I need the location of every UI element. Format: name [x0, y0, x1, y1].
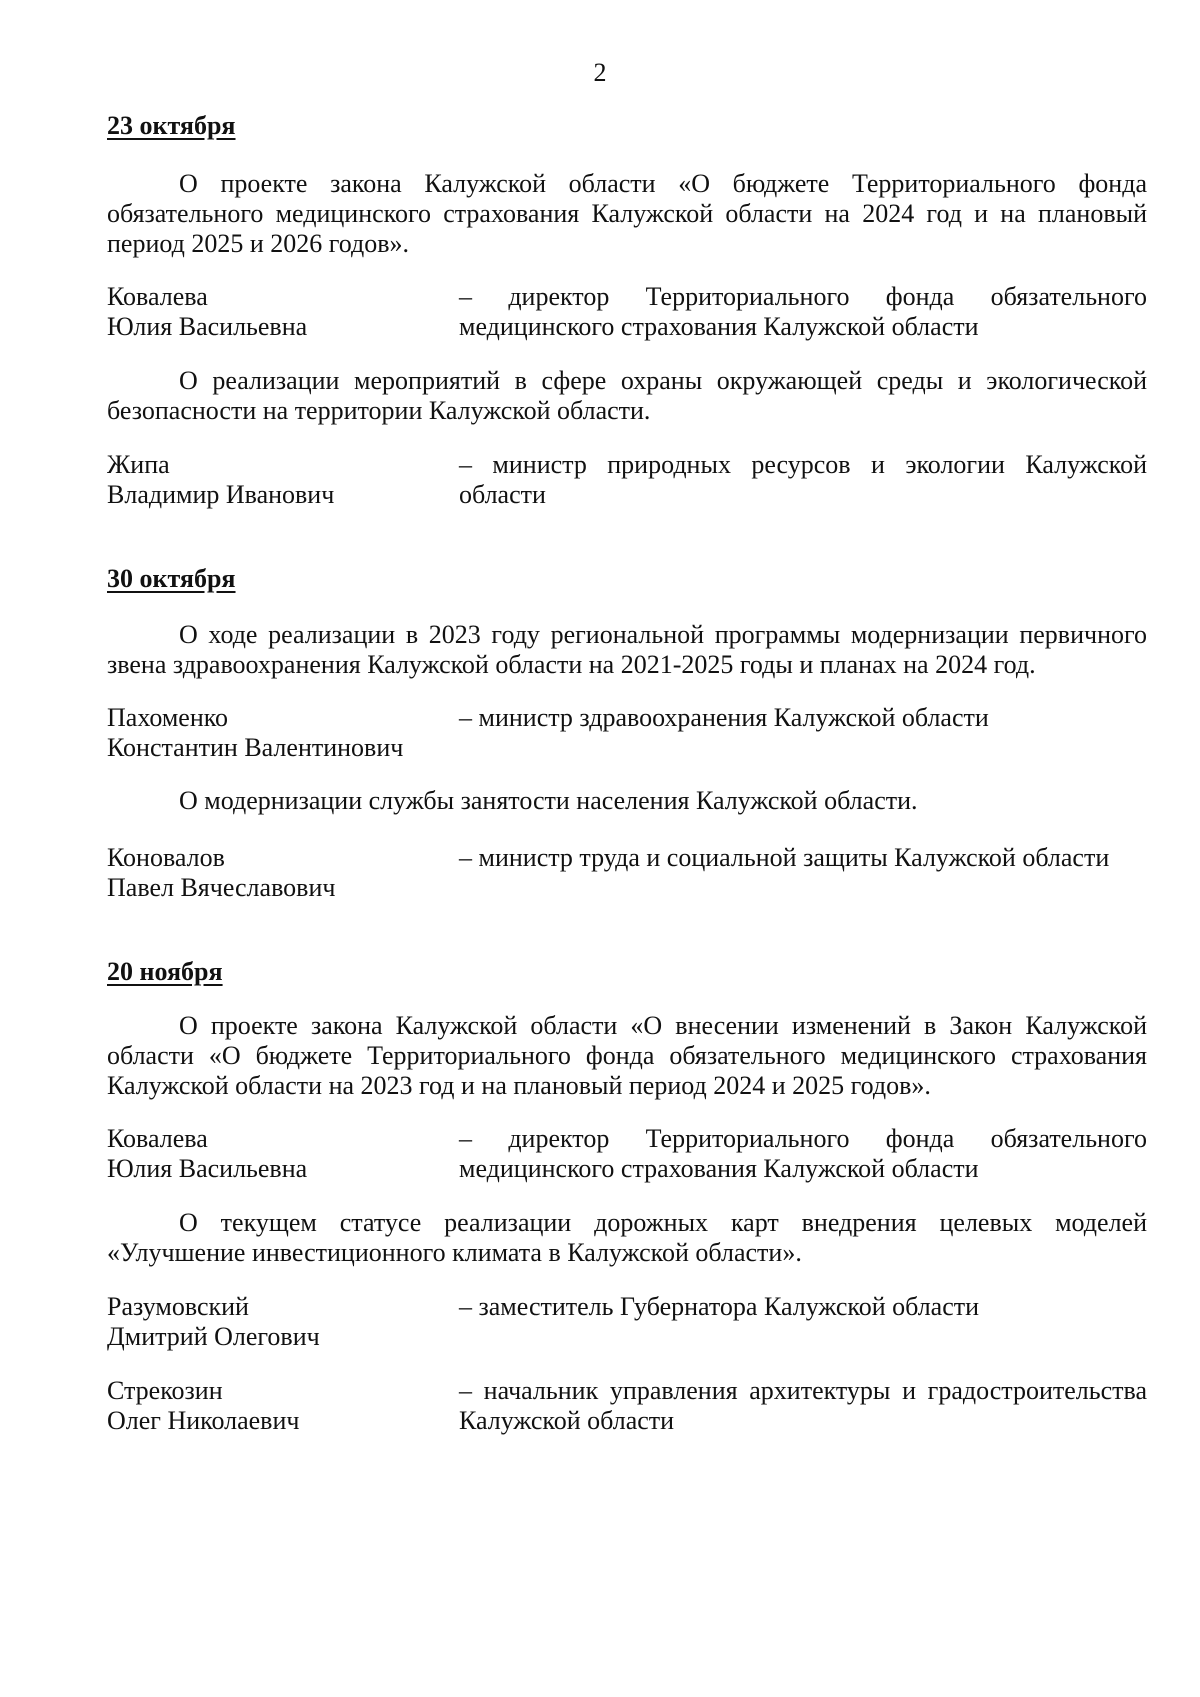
speaker-role: – заместитель Губернатора Калужской области	[459, 1292, 980, 1321]
agenda-item-topic: О проекте закона Калужской области «О внесении изменений в Закон Калужской области «О бюджете Территориального фонда обязательного медицинского страхования Калужской области на 2023 год и на плановый период 2024 и 2025 годов».	[107, 1011, 1147, 1100]
agenda-item-topic: О ходе реализации в 2023 году региональной программы модернизации первичного звена здравоохранения Калужской области на 2021-2025 годы и планах на 2024 год.	[107, 620, 1147, 679]
speaker-given-name: Дмитрий Олегович	[107, 1322, 320, 1351]
section-date: 30 октября	[107, 564, 236, 593]
speaker-given-name: Владимир Иванович	[107, 480, 335, 509]
page-number: 2	[593, 58, 607, 87]
speaker-surname: Разумовский	[107, 1292, 249, 1321]
speaker-role: – министр труда и социальной защиты Калужской области	[459, 843, 1110, 872]
agenda-item-topic: О текущем статусе реализации дорожных карт внедрения целевых моделей «Улучшение инвестиционного климата в Калужской области».	[107, 1208, 1147, 1267]
speaker-name	[107, 450, 447, 510]
speaker-name	[107, 282, 447, 342]
section-date: 20 ноября	[107, 957, 223, 986]
speaker-surname: Ковалева	[107, 1124, 208, 1153]
speaker-surname: Ковалева	[107, 282, 208, 311]
speaker-name	[107, 1124, 447, 1184]
speaker-role: – министр здравоохранения Калужской области	[459, 703, 989, 732]
speaker-role: – директор Территориального фонда обязательного медицинского страхования Калужской области	[459, 282, 1147, 341]
speaker-role: – начальник управления архитектуры и градостроительства Калужской области	[459, 1376, 1147, 1435]
speaker-name	[107, 1292, 447, 1352]
speaker-given-name: Павел Вячеславович	[107, 873, 336, 902]
speaker-surname: Коновалов	[107, 843, 225, 872]
speaker-name	[107, 703, 447, 763]
speaker-surname: Жипа	[107, 450, 170, 479]
speaker-role: – министр природных ресурсов и экологии Калужской области	[459, 450, 1147, 509]
agenda-item-topic: О модернизации службы занятости населения Калужской области.	[179, 786, 918, 815]
speaker-given-name: Константин Валентинович	[107, 733, 404, 762]
speaker-surname: Стрекозин	[107, 1376, 223, 1405]
agenda-item-topic: О реализации мероприятий в сфере охраны окружающей среды и экологической безопасности на территории Калужской области.	[107, 366, 1147, 425]
speaker-name	[107, 1376, 447, 1436]
speaker-name	[107, 843, 447, 903]
speaker-given-name: Юлия Васильевна	[107, 1154, 308, 1183]
speaker-role: – директор Территориального фонда обязательного медицинского страхования Калужской области	[459, 1124, 1147, 1183]
speaker-given-name: Олег Николаевич	[107, 1406, 300, 1435]
section-date: 23 октября	[107, 111, 236, 140]
agenda-item-topic: О проекте закона Калужской области «О бюджете Территориального фонда обязательного медицинского страхования Калужской области на 2024 год и на плановый период 2025 и 2026 годов».	[107, 169, 1147, 258]
speaker-given-name: Юлия Васильевна	[107, 312, 308, 341]
speaker-surname: Пахоменко	[107, 703, 229, 732]
